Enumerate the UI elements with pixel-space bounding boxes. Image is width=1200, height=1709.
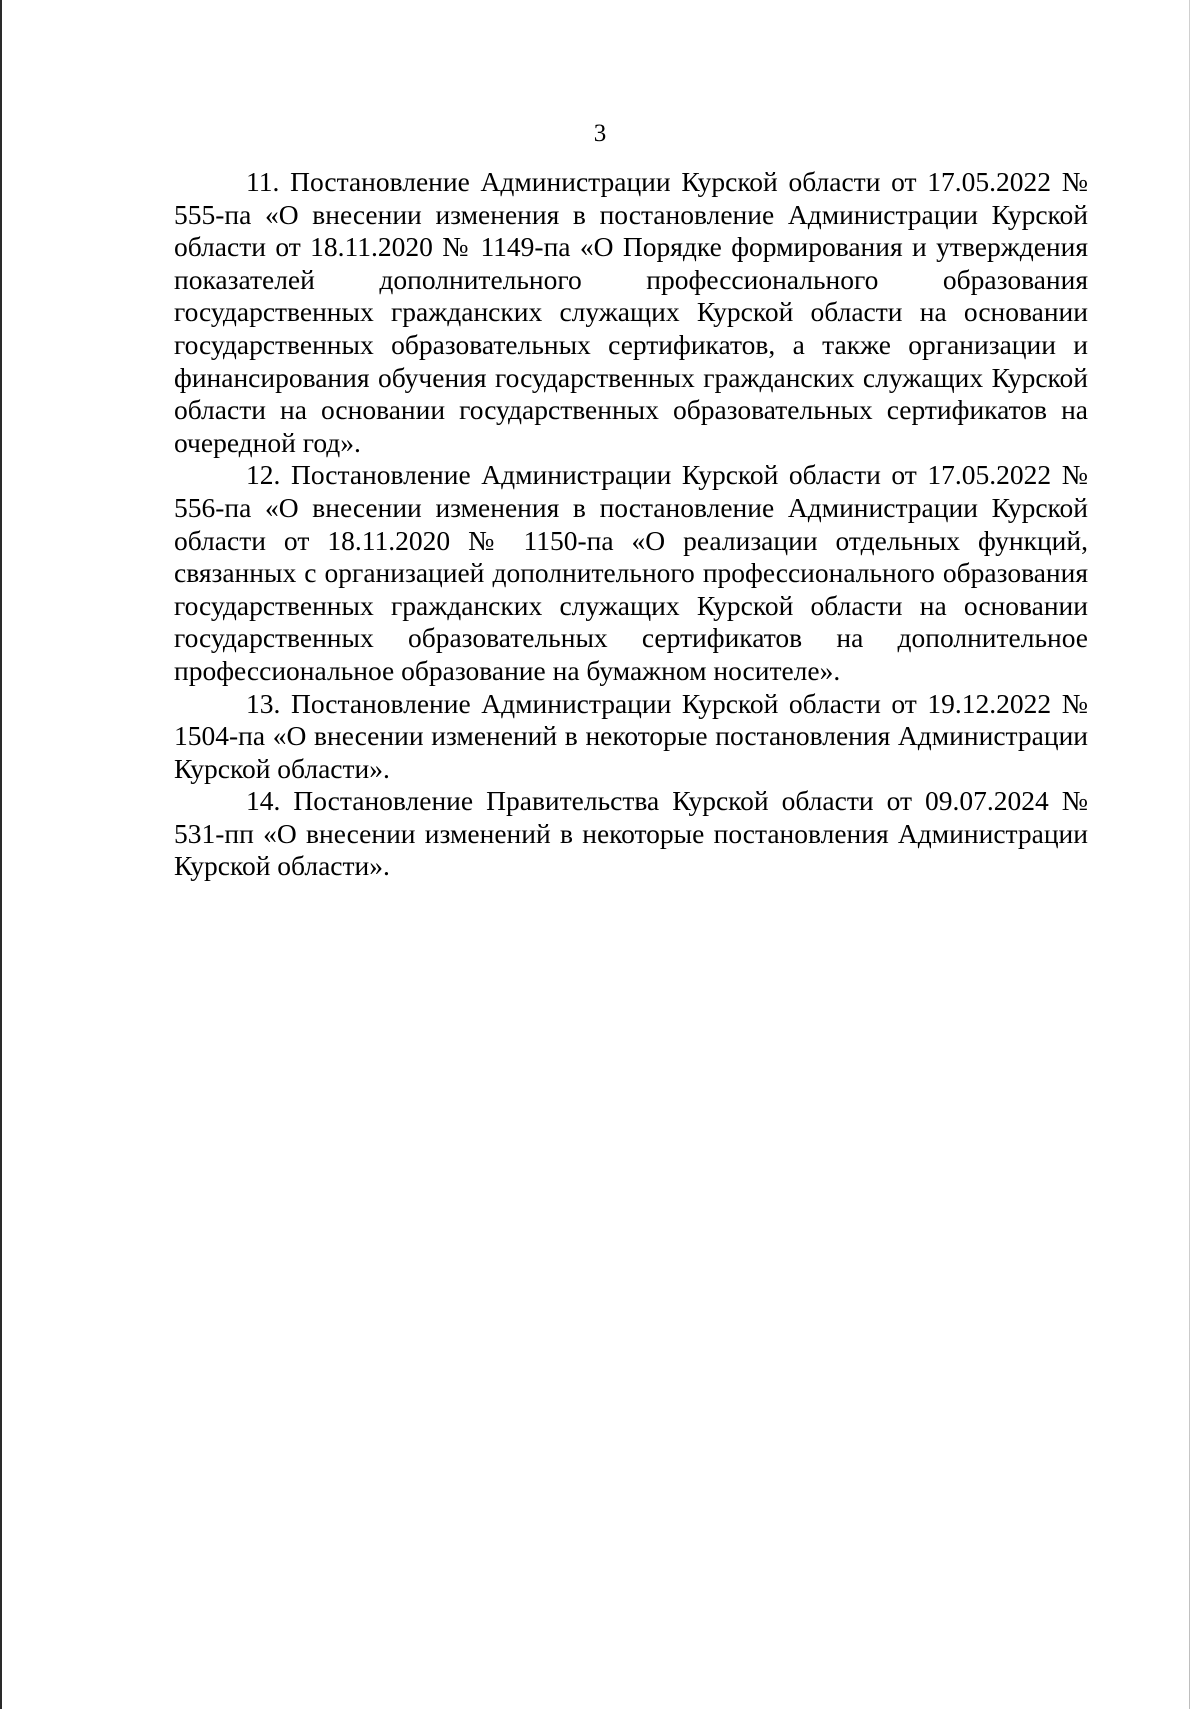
paragraph-item-12: 12. Постановление Администрации Курской области от 17.05.2022 № 556-па «О внесении изменения в постановление Администрации Курской области от 18.11.2020 № 1150-па «О реализации отдельных функций, связанных с организацией дополнительного профессионального образования государственных гражданских служащих Курской области на основании государственных образовательных сертификатов на дополнительное профессиональное образование на бумажном носителе». [174,459,1088,686]
document-body [174,166,1088,883]
scan-edge-right [1189,0,1190,1709]
paragraph-item-11: 11. Постановление Администрации Курской области от 17.05.2022 № 555-па «О внесении изменения в постановление Администрации Курской области от 18.11.2020 № 1149-па «О Порядке формирования и утверждения показателей дополнительного профессионального образования государственных гражданских служащих Курской области на основании государственных образовательных сертификатов, а также организации и финансирования обучения государственных гражданских служащих Курской области на основании государственных образовательных сертификатов на очередной год». [174,166,1088,458]
paragraph-item-13: 13. Постановление Администрации Курской области от 19.12.2022 № 1504-па «О внесении изменений в некоторые постановления Администрации Курской области». [174,687,1088,784]
page-number: 3 [593,120,607,147]
scan-edge-left [0,0,2,1709]
paragraph-item-14: 14. Постановление Правительства Курской области от 09.07.2024 № 531-пп «О внесении изменений в некоторые постановления Администрации Курской области». [174,785,1088,882]
